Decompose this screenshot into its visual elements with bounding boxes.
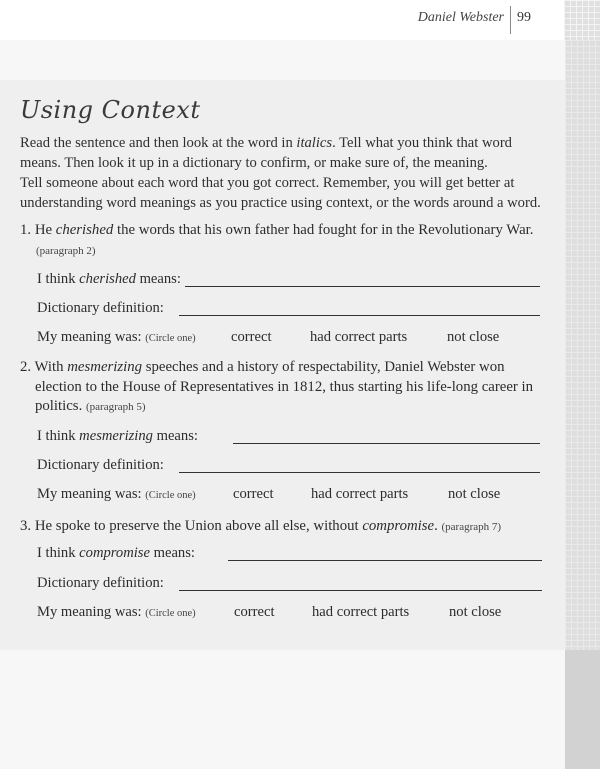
q3-think-answer-line[interactable] xyxy=(228,560,542,561)
question-3-word: compromise xyxy=(362,518,435,534)
q1-option-had-correct-parts[interactable]: had correct parts xyxy=(310,329,408,345)
question-3: 3. He spoke to preserve the Union above all else, without compromise. (paragraph 7) xyxy=(20,518,502,534)
q2-option-not-close[interactable]: not close xyxy=(448,486,501,502)
q2-option-had-correct-parts[interactable]: had correct parts xyxy=(311,486,409,502)
q3-option-correct[interactable]: correct xyxy=(234,604,275,620)
q3-think-row: I think compromise means: xyxy=(37,545,557,565)
q2-think-row: I think mesmerizing means: xyxy=(37,428,557,448)
q3-dictionary-answer-line[interactable] xyxy=(179,590,542,591)
q3-option-not-close[interactable]: not close xyxy=(449,604,502,620)
question-2-reference: (paragraph 5) xyxy=(85,401,146,413)
question-2-word: mesmerizing xyxy=(67,359,143,375)
instructions xyxy=(20,133,555,213)
q2-meaning-row: My meaning was: (Circle one) correct had correct parts not close xyxy=(37,486,501,502)
question-3-reference: (paragraph 7) xyxy=(441,521,502,533)
header-grid-strip xyxy=(564,0,600,40)
bottom-band xyxy=(0,650,565,769)
q1-meaning-row: My meaning was: (Circle one) correct had correct parts not close xyxy=(37,329,500,345)
q1-think-answer-line[interactable] xyxy=(185,286,540,287)
question-1-reference: (paragraph 2) xyxy=(36,245,96,257)
q1-option-not-close[interactable]: not close xyxy=(447,329,500,345)
q1-dictionary-answer-line[interactable] xyxy=(179,315,540,316)
question-2: 2. With mesmerizing speeches and a history of respectability, Daniel Webster won election to the House of Representatives in 1812, thus starting his life-long career in politics. (paragraph 5) xyxy=(20,359,534,414)
section-title: Using Context xyxy=(20,96,201,124)
q2-dictionary-row: Dictionary definition: xyxy=(37,457,557,477)
italics-word: italics xyxy=(296,135,333,151)
q1-dictionary-row: Dictionary definition: xyxy=(37,300,557,320)
q3-dictionary-row: Dictionary definition: xyxy=(37,575,557,595)
header-divider xyxy=(510,6,511,34)
q2-dictionary-answer-line[interactable] xyxy=(179,472,540,473)
q1-option-correct[interactable]: correct xyxy=(231,329,272,345)
question-1: 1. He cherished the words that his own father had fought for in the Revolutionary War. (paragraph 2) xyxy=(20,222,534,257)
running-title: Daniel Webster xyxy=(417,10,504,25)
q3-option-had-correct-parts[interactable]: had correct parts xyxy=(312,604,410,620)
q1-think-row: I think cherished means: xyxy=(37,271,557,291)
q3-meaning-row: My meaning was: (Circle one) correct had correct parts not close xyxy=(37,604,502,620)
right-rail-lower xyxy=(565,650,600,769)
question-1-word: cherished xyxy=(55,222,114,238)
instructions-paragraph-1: Read the sentence and then look at the word in italics. Tell what you think that word means. Then look it up in a dictionary to confirm, or make sure of, the meaning. xyxy=(20,135,512,171)
instructions-paragraph-2: Tell someone about each word that you got correct. Remember, you will get better at understanding word meanings as you practice using context, or the words around a word. xyxy=(20,175,541,211)
q2-think-answer-line[interactable] xyxy=(233,443,540,444)
page-number: 99 xyxy=(517,10,531,25)
q2-option-correct[interactable]: correct xyxy=(233,486,274,502)
